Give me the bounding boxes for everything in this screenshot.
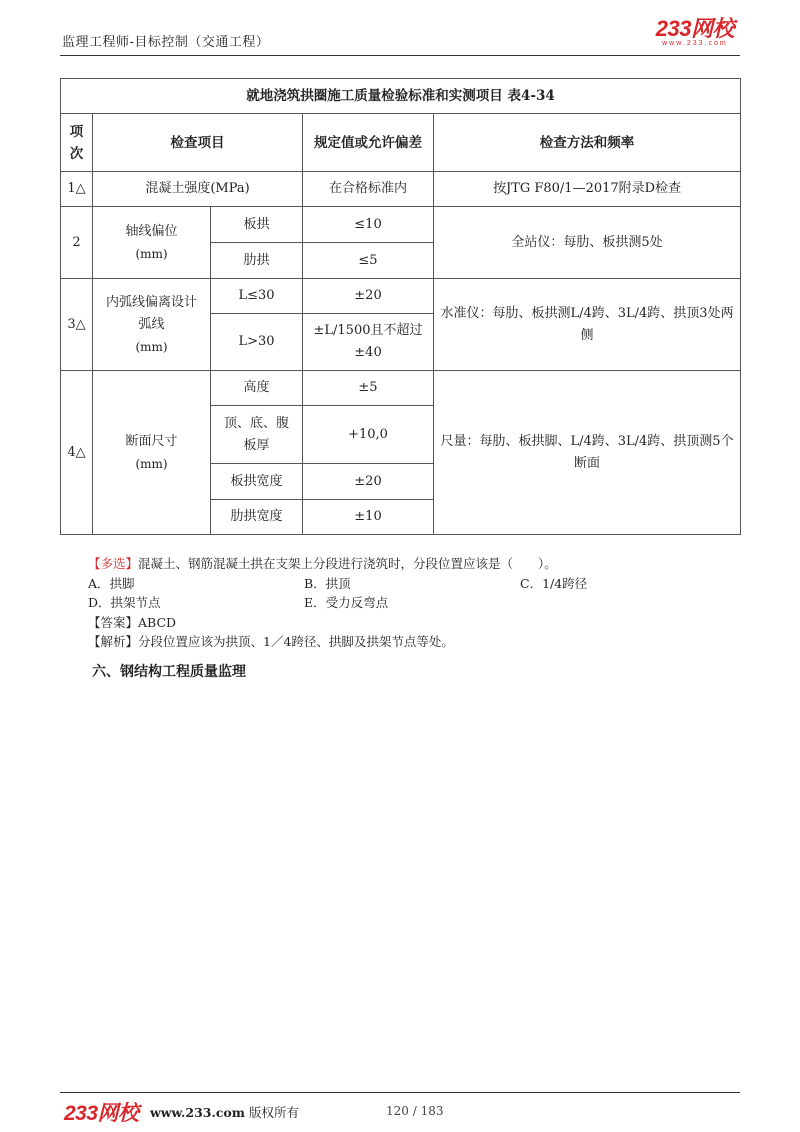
table-row bbox=[61, 371, 741, 406]
row-method: 水准仪：每肋、板拱测L/4跨、3L/4跨、拱顶3处两侧 bbox=[434, 279, 741, 371]
page-number: 120 / 183 bbox=[386, 1104, 444, 1118]
brand-logo[interactable] bbox=[656, 18, 734, 48]
options-row bbox=[88, 574, 728, 594]
option-d: D．拱架节点 bbox=[88, 595, 161, 610]
analysis-line: 【解析】分段位置应该为拱顶、1／4跨径、拱脚及拱架节点等处。 bbox=[88, 634, 454, 649]
row-item-text: 断面尺寸 bbox=[125, 433, 178, 449]
row-subitem: 顶、底、腹板厚 bbox=[211, 406, 303, 464]
header-spec: 规定值或允许偏差 bbox=[303, 114, 434, 172]
row-subitem: 板拱宽度 bbox=[211, 464, 303, 500]
options-row bbox=[88, 593, 728, 613]
row-no: 2 bbox=[61, 207, 93, 279]
row-item-unit: (mm) bbox=[135, 456, 168, 471]
row-no: 3△ bbox=[61, 279, 93, 371]
footer-rights: 版权所有 bbox=[245, 1105, 299, 1120]
row-item-text: 内弧线偏离设计弧线 bbox=[105, 294, 197, 332]
row-item bbox=[93, 207, 211, 279]
row-spec: ±10 bbox=[303, 500, 434, 535]
table-row bbox=[61, 207, 741, 243]
row-spec: ±L/1500且不超过±40 bbox=[303, 314, 434, 371]
row-no: 1△ bbox=[61, 172, 93, 207]
row-item-text: 轴线偏位 bbox=[125, 223, 178, 239]
row-spec: 在合格标准内 bbox=[303, 172, 434, 207]
header-item: 检查项目 bbox=[93, 114, 303, 172]
logo-text: 233网校 bbox=[655, 16, 734, 41]
row-subitem: 高度 bbox=[211, 371, 303, 406]
table-row bbox=[61, 172, 741, 207]
footer-logo[interactable]: 233网校 bbox=[64, 1102, 139, 1125]
row-method: 全站仪：每肋、板拱测5处 bbox=[434, 207, 741, 279]
table-caption-row bbox=[61, 79, 741, 114]
row-subitem: L>30 bbox=[211, 314, 303, 371]
row-method: 尺量：每肋、板拱脚、L/4跨、3L/4跨、拱顶测5个断面 bbox=[434, 371, 741, 535]
logo-domain: www.233.com bbox=[662, 40, 728, 47]
practice-question bbox=[88, 554, 728, 652]
row-item: 混凝土强度(MPa) bbox=[93, 172, 303, 207]
table-header-row bbox=[61, 114, 741, 172]
row-subitem: L≤30 bbox=[211, 279, 303, 314]
footer-divider bbox=[60, 1092, 740, 1093]
row-item-unit: (mm) bbox=[135, 339, 168, 354]
row-subitem: 板拱 bbox=[211, 207, 303, 243]
document-header-title: 监理工程师-目标控制（交通工程） bbox=[62, 35, 270, 50]
table-caption: 就地浇筑拱圈施工质量检验标准和实测项目 表4-34 bbox=[61, 79, 741, 114]
table-row bbox=[61, 279, 741, 314]
row-method: 按JTG F80/1—2017附录D检查 bbox=[434, 172, 741, 207]
row-spec: +10,0 bbox=[303, 406, 434, 464]
row-no: 4△ bbox=[61, 371, 93, 535]
row-spec: ≤5 bbox=[303, 243, 434, 279]
option-b: B．拱顶 bbox=[304, 575, 351, 591]
row-spec: ±20 bbox=[303, 464, 434, 500]
footer-site-link[interactable]: www.233.com bbox=[150, 1105, 245, 1120]
row-subitem: 肋拱 bbox=[211, 243, 303, 279]
option-c: C．1/4跨径 bbox=[520, 575, 588, 591]
row-subitem: 肋拱宽度 bbox=[211, 500, 303, 535]
row-item bbox=[93, 371, 211, 535]
option-e: E．受力反弯点 bbox=[304, 595, 389, 610]
header-method: 检查方法和频率 bbox=[434, 114, 741, 172]
question-stem: 混凝土、钢筋混凝土拱在支架上分段进行浇筑时，分段位置应该是（ ）。 bbox=[138, 556, 557, 571]
footer-copyright bbox=[150, 1103, 299, 1121]
question-stem-line bbox=[88, 554, 728, 574]
quality-standard-table bbox=[60, 78, 741, 535]
row-item-unit: (mm) bbox=[135, 246, 168, 261]
header-no: 项次 bbox=[61, 114, 93, 172]
answer-line: 【答案】ABCD bbox=[88, 614, 177, 630]
option-a: A．拱脚 bbox=[88, 575, 135, 591]
header-divider bbox=[60, 55, 740, 56]
section-heading: 六、钢结构工程质量监理 bbox=[92, 664, 246, 680]
row-item bbox=[93, 279, 211, 371]
question-type-tag: 【多选】 bbox=[88, 556, 139, 571]
row-spec: ±5 bbox=[303, 371, 434, 406]
row-spec: ≤10 bbox=[303, 207, 434, 243]
row-spec: ±20 bbox=[303, 279, 434, 314]
